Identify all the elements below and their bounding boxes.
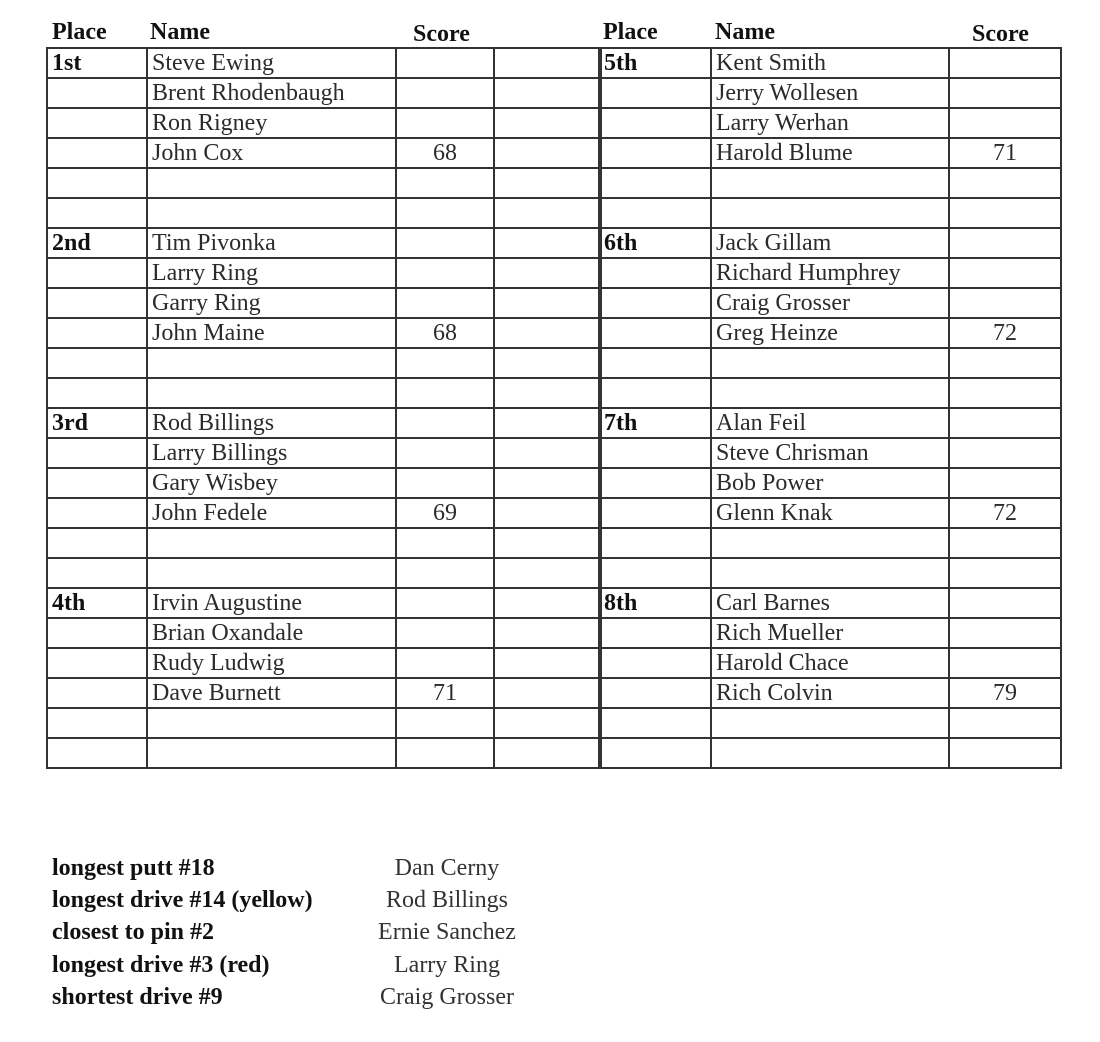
player-name-cell: Rod Billings — [147, 408, 396, 438]
player-name-cell: Greg Heinze — [711, 318, 949, 348]
score-cell: 72 — [949, 318, 1061, 348]
score-cell — [949, 48, 1061, 78]
empty-cell — [494, 408, 601, 438]
place-cell — [47, 198, 147, 228]
player-row — [47, 228, 601, 258]
results-table-left — [46, 47, 602, 769]
place-cell — [47, 288, 147, 318]
player-name-cell: Harold Chace — [711, 648, 949, 678]
score-cell: 71 — [949, 138, 1061, 168]
score-cell — [949, 108, 1061, 138]
player-row — [47, 48, 601, 78]
player-name-cell: Larry Billings — [147, 438, 396, 468]
award-label: longest drive #14 (yellow) — [52, 886, 313, 913]
player-name-cell: Glenn Knak — [711, 498, 949, 528]
place-cell — [599, 288, 711, 318]
blank-row — [47, 168, 601, 198]
score-cell — [949, 408, 1061, 438]
award-winner: Ernie Sanchez — [378, 919, 516, 946]
empty-cell — [494, 738, 601, 768]
place-cell — [47, 708, 147, 738]
score-cell — [396, 468, 494, 498]
score-cell: 68 — [396, 138, 494, 168]
right-header-place: Place — [603, 19, 658, 45]
place-cell — [47, 678, 147, 708]
player-row — [47, 438, 601, 468]
place-cell — [599, 108, 711, 138]
blank-row — [599, 708, 1061, 738]
award-winner: Dan Cerny — [394, 854, 500, 881]
place-cell — [599, 498, 711, 528]
place-cell — [47, 138, 147, 168]
place-cell — [599, 648, 711, 678]
place-cell — [599, 378, 711, 408]
left-header-place: Place — [52, 19, 107, 45]
place-cell — [47, 528, 147, 558]
place-cell: 3rd — [47, 408, 147, 438]
award-label: shortest drive #9 — [52, 983, 223, 1010]
player-name-cell: Craig Grosser — [711, 288, 949, 318]
place-cell — [599, 168, 711, 198]
left-header-name: Name — [150, 19, 210, 45]
blank-row — [599, 378, 1061, 408]
player-row — [47, 498, 601, 528]
award-row — [52, 852, 542, 884]
score-cell — [949, 228, 1061, 258]
player-name-cell: Steve Chrisman — [711, 438, 949, 468]
score-cell — [396, 408, 494, 438]
player-name-cell: Rich Colvin — [711, 678, 949, 708]
place-cell: 8th — [599, 588, 711, 618]
place-cell — [47, 468, 147, 498]
player-row — [599, 438, 1061, 468]
player-row — [47, 318, 601, 348]
score-cell — [949, 168, 1061, 198]
score-cell — [396, 228, 494, 258]
player-name-cell: Larry Ring — [147, 258, 396, 288]
player-row — [599, 468, 1061, 498]
player-name-cell — [711, 738, 949, 768]
player-name-cell — [147, 198, 396, 228]
place-cell — [599, 738, 711, 768]
empty-cell — [494, 108, 601, 138]
score-cell — [949, 258, 1061, 288]
score-cell — [396, 348, 494, 378]
player-row — [47, 588, 601, 618]
player-row — [47, 618, 601, 648]
player-name-cell: Bob Power — [711, 468, 949, 498]
place-cell — [47, 108, 147, 138]
place-cell — [47, 168, 147, 198]
place-cell — [47, 498, 147, 528]
results-table-right — [598, 47, 1062, 769]
player-row — [599, 678, 1061, 708]
player-name-cell — [711, 348, 949, 378]
player-row — [599, 288, 1061, 318]
score-cell: 71 — [396, 678, 494, 708]
place-cell: 7th — [599, 408, 711, 438]
score-cell — [949, 618, 1061, 648]
player-row — [47, 288, 601, 318]
empty-cell — [494, 558, 601, 588]
player-row — [47, 408, 601, 438]
blank-row — [47, 378, 601, 408]
player-name-cell — [711, 168, 949, 198]
score-cell — [949, 438, 1061, 468]
player-name-cell: Brent Rhodenbaugh — [147, 78, 396, 108]
place-cell — [599, 258, 711, 288]
player-row — [599, 228, 1061, 258]
place-cell: 6th — [599, 228, 711, 258]
place-cell — [599, 138, 711, 168]
award-row — [52, 981, 542, 1013]
player-row — [599, 138, 1061, 168]
place-cell — [47, 648, 147, 678]
empty-cell — [494, 228, 601, 258]
player-row — [47, 678, 601, 708]
player-name-cell: Jerry Wollesen — [711, 78, 949, 108]
player-name-cell: Richard Humphrey — [711, 258, 949, 288]
place-cell: 1st — [47, 48, 147, 78]
place-cell — [599, 318, 711, 348]
score-cell — [949, 468, 1061, 498]
place-cell — [599, 528, 711, 558]
score-cell — [949, 348, 1061, 378]
blank-row — [599, 738, 1061, 768]
place-cell — [47, 738, 147, 768]
score-cell — [396, 288, 494, 318]
player-name-cell: Ron Rigney — [147, 108, 396, 138]
empty-cell — [494, 498, 601, 528]
player-row — [47, 138, 601, 168]
right-header-name: Name — [715, 19, 775, 45]
score-cell — [949, 708, 1061, 738]
blank-row — [599, 558, 1061, 588]
score-cell — [396, 198, 494, 228]
empty-cell — [494, 258, 601, 288]
empty-cell — [494, 618, 601, 648]
player-name-cell: Rudy Ludwig — [147, 648, 396, 678]
score-cell — [396, 648, 494, 678]
empty-cell — [494, 318, 601, 348]
player-row — [599, 588, 1061, 618]
empty-cell — [494, 438, 601, 468]
score-cell — [949, 558, 1061, 588]
player-row — [599, 78, 1061, 108]
empty-cell — [494, 348, 601, 378]
player-name-cell — [711, 528, 949, 558]
blank-row — [47, 198, 601, 228]
score-cell — [949, 288, 1061, 318]
score-cell — [396, 438, 494, 468]
score-cell — [396, 78, 494, 108]
place-cell — [599, 198, 711, 228]
blank-row — [47, 738, 601, 768]
player-name-cell: Irvin Augustine — [147, 588, 396, 618]
score-cell — [396, 258, 494, 288]
empty-cell — [494, 588, 601, 618]
player-name-cell — [711, 198, 949, 228]
player-name-cell: Gary Wisbey — [147, 468, 396, 498]
place-cell — [599, 468, 711, 498]
player-row — [47, 648, 601, 678]
empty-cell — [494, 198, 601, 228]
score-cell — [949, 198, 1061, 228]
score-cell — [396, 48, 494, 78]
score-cell — [949, 648, 1061, 678]
player-name-cell — [711, 558, 949, 588]
place-cell: 4th — [47, 588, 147, 618]
player-name-cell: John Fedele — [147, 498, 396, 528]
score-cell — [949, 78, 1061, 108]
player-name-cell — [147, 168, 396, 198]
player-name-cell: Jack Gillam — [711, 228, 949, 258]
player-name-cell: Rich Mueller — [711, 618, 949, 648]
place-cell — [47, 558, 147, 588]
blank-row — [47, 708, 601, 738]
awards-list — [52, 852, 542, 1013]
empty-cell — [494, 288, 601, 318]
score-cell — [396, 708, 494, 738]
award-row — [52, 949, 542, 981]
player-name-cell — [147, 378, 396, 408]
player-name-cell — [711, 708, 949, 738]
player-name-cell: Kent Smith — [711, 48, 949, 78]
player-row — [599, 408, 1061, 438]
score-cell — [949, 378, 1061, 408]
empty-cell — [494, 468, 601, 498]
blank-row — [599, 348, 1061, 378]
player-name-cell: Larry Werhan — [711, 108, 949, 138]
score-cell: 72 — [949, 498, 1061, 528]
score-cell — [396, 168, 494, 198]
player-name-cell — [147, 348, 396, 378]
player-name-cell: John Cox — [147, 138, 396, 168]
player-row — [599, 318, 1061, 348]
player-row — [599, 648, 1061, 678]
score-cell: 69 — [396, 498, 494, 528]
place-cell — [599, 558, 711, 588]
award-label: longest drive #3 (red) — [52, 951, 270, 978]
place-cell — [47, 348, 147, 378]
empty-cell — [494, 378, 601, 408]
player-row — [599, 108, 1061, 138]
place-cell — [599, 708, 711, 738]
empty-cell — [494, 138, 601, 168]
award-winner: Rod Billings — [385, 886, 509, 913]
score-cell — [396, 738, 494, 768]
award-row — [52, 884, 542, 916]
player-name-cell — [147, 708, 396, 738]
score-cell — [396, 618, 494, 648]
place-cell — [599, 78, 711, 108]
place-cell — [599, 618, 711, 648]
player-name-cell: Garry Ring — [147, 288, 396, 318]
place-cell — [47, 318, 147, 348]
place-cell — [47, 258, 147, 288]
place-cell — [47, 438, 147, 468]
empty-cell — [494, 48, 601, 78]
blank-row — [47, 558, 601, 588]
award-label: longest putt #18 — [52, 854, 215, 881]
empty-cell — [494, 168, 601, 198]
player-row — [47, 108, 601, 138]
score-cell — [949, 738, 1061, 768]
player-name-cell: Alan Feil — [711, 408, 949, 438]
empty-cell — [494, 648, 601, 678]
player-row — [47, 468, 601, 498]
place-cell — [47, 378, 147, 408]
empty-cell — [494, 708, 601, 738]
player-row — [599, 258, 1061, 288]
award-row — [52, 917, 542, 949]
player-name-cell — [711, 378, 949, 408]
player-row — [599, 618, 1061, 648]
place-cell — [599, 348, 711, 378]
player-name-cell — [147, 528, 396, 558]
place-cell — [599, 678, 711, 708]
place-cell — [47, 618, 147, 648]
player-name-cell — [147, 558, 396, 588]
player-name-cell: Tim Pivonka — [147, 228, 396, 258]
score-cell: 79 — [949, 678, 1061, 708]
player-name-cell: John Maine — [147, 318, 396, 348]
empty-cell — [494, 678, 601, 708]
player-name-cell — [147, 738, 396, 768]
score-cell — [396, 558, 494, 588]
award-winner: Larry Ring — [394, 951, 500, 978]
place-cell: 5th — [599, 48, 711, 78]
blank-row — [599, 528, 1061, 558]
score-cell — [396, 588, 494, 618]
award-label: closest to pin #2 — [52, 919, 214, 946]
right-header-score: Score — [972, 21, 1029, 47]
empty-cell — [494, 78, 601, 108]
award-winner: Craig Grosser — [380, 983, 514, 1010]
player-name-cell: Carl Barnes — [711, 588, 949, 618]
score-cell: 68 — [396, 318, 494, 348]
score-cell — [396, 378, 494, 408]
player-name-cell: Dave Burnett — [147, 678, 396, 708]
player-row — [47, 258, 601, 288]
place-cell — [599, 438, 711, 468]
player-row — [599, 48, 1061, 78]
left-header-score: Score — [413, 21, 470, 47]
player-row — [599, 498, 1061, 528]
score-cell — [396, 528, 494, 558]
player-row — [47, 78, 601, 108]
player-name-cell: Steve Ewing — [147, 48, 396, 78]
blank-row — [47, 348, 601, 378]
player-name-cell: Brian Oxandale — [147, 618, 396, 648]
place-cell: 2nd — [47, 228, 147, 258]
place-cell — [47, 78, 147, 108]
score-cell — [949, 588, 1061, 618]
empty-cell — [494, 528, 601, 558]
score-cell — [396, 108, 494, 138]
blank-row — [599, 198, 1061, 228]
score-cell — [949, 528, 1061, 558]
player-name-cell: Harold Blume — [711, 138, 949, 168]
blank-row — [599, 168, 1061, 198]
blank-row — [47, 528, 601, 558]
